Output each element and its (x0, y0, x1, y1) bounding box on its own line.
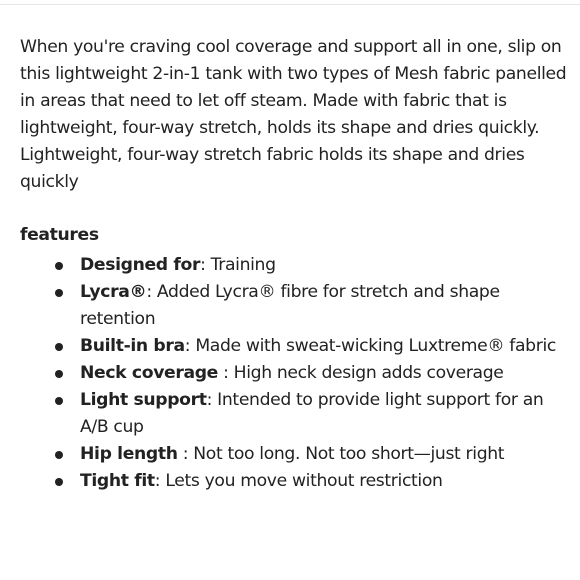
feature-text: : Not too long. Not too short—just right (177, 444, 505, 464)
bullet-icon (55, 343, 63, 351)
feature-text: : Lets you move without restriction (154, 471, 443, 491)
features-heading: features (20, 225, 99, 245)
bullet-icon (55, 451, 63, 459)
feature-text: : Training (200, 255, 276, 275)
feature-text: : Intended to provide light support for an A/B cup (80, 390, 544, 437)
feature-label: Light support (80, 390, 207, 410)
description-paragraph: Lightweight, four-way stretch fabric holds its shape and dries quickly (20, 145, 525, 192)
top-divider (0, 4, 580, 5)
feature-label: Hip length (80, 444, 178, 464)
feature-item (20, 441, 568, 468)
feature-item (20, 387, 568, 441)
feature-label: Tight fit (80, 471, 155, 491)
description-paragraph: When you're craving cool coverage and support all in one, slip on this lightweight 2-in-1 tank with two types of Mesh fabric panelled in areas that need to let off steam. Made with fabric that is lightweight, four-way stretch, holds its shape and dries quickly. (20, 37, 567, 138)
feature-item (20, 252, 568, 279)
feature-text: : Made with sweat-wicking Luxtreme® fabric (184, 336, 556, 356)
feature-text: : High neck design adds coverage (218, 363, 504, 383)
feature-item (20, 279, 568, 333)
product-details (20, 34, 568, 495)
feature-label: Built-in bra (80, 336, 185, 356)
bullet-icon (55, 262, 63, 270)
feature-item (20, 360, 568, 387)
product-description (20, 34, 568, 196)
feature-label: Neck coverage (80, 363, 218, 383)
bullet-icon (55, 478, 63, 486)
bullet-icon (55, 370, 63, 378)
feature-label: Designed for (80, 255, 201, 275)
feature-item (20, 468, 568, 495)
features-list (20, 252, 568, 495)
feature-item (20, 333, 568, 360)
bullet-icon (55, 289, 63, 297)
feature-label: Lycra® (80, 282, 147, 302)
feature-text: : Added Lycra® fibre for stretch and shape retention (80, 282, 500, 329)
bullet-icon (55, 397, 63, 405)
